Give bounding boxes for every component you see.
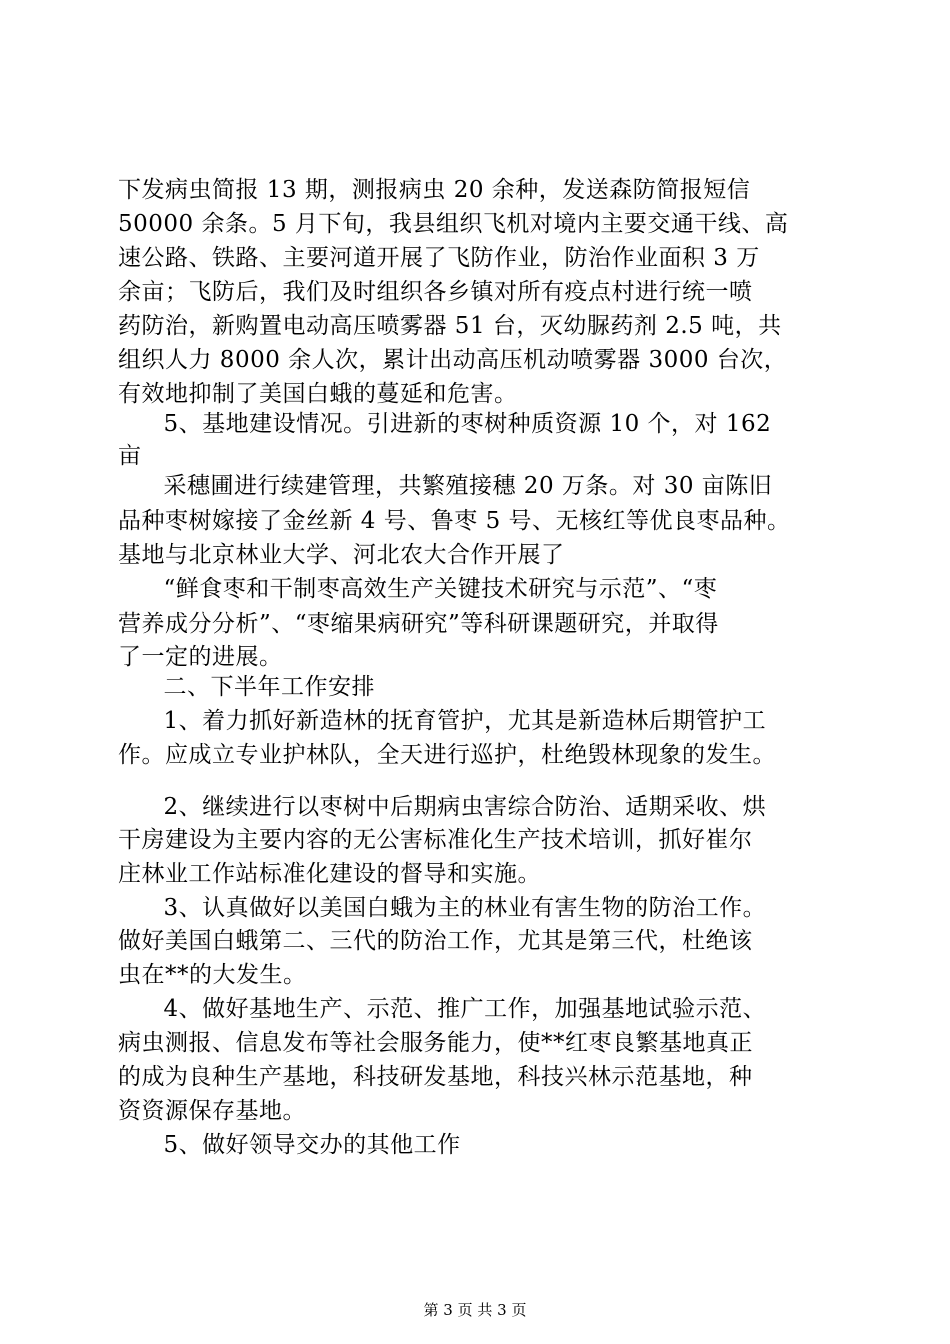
paragraph-line: 5、基地建设情况。引进新的枣树种质资源 10 个，对 162 — [140, 411, 772, 437]
paragraph-line: 药防治，新购置电动高压喷雾器 51 台，灭幼脲药剂 2.5 吨，共 — [118, 313, 782, 339]
paragraph-line: 资资源保存基地。 — [118, 1098, 306, 1124]
paragraph-line: 2、继续进行以枣树中后期病虫害综合防治、适期采收、烘 — [140, 794, 767, 820]
paragraph-line: 病虫测报、信息发布等社会服务能力，使**红枣良繁基地真正 — [118, 1030, 753, 1056]
paragraph-line: 的成为良种生产基地，科技研发基地，科技兴林示范基地，种 — [118, 1064, 753, 1090]
paragraph-line: 做好美国白蛾第二、三代的防治工作，尤其是第三代，杜绝该 — [118, 928, 753, 954]
paragraph-line: 二、下半年工作安排 — [140, 674, 375, 700]
paragraph-line: 50000 余条。5 月下旬，我县组织飞机对境内主要交通干线、高 — [118, 211, 789, 237]
paragraph-line: 作。应成立专业护林队，全天进行巡护，杜绝毁林现象的发生。 — [118, 742, 776, 768]
paragraph-line: 余亩；飞防后，我们及时组织各乡镇对所有疫点村进行统一喷 — [118, 279, 753, 305]
paragraph-line: 速公路、铁路、主要河道开展了飞防作业，防治作业面积 3 万 — [118, 245, 760, 271]
paragraph-line: 了一定的进展。 — [118, 644, 283, 670]
paragraph-line: 营养成分分析”、“枣缩果病研究”等科研课题研究，并取得 — [118, 611, 719, 637]
paragraph-line: 品种枣树嫁接了金丝新 4 号、鲁枣 5 号、无核红等优良枣品种。 — [118, 508, 791, 534]
paragraph-line: 有效地抑制了美国白蛾的蔓延和危害。 — [118, 381, 518, 407]
page-footer: 第 3 页 共 3 页 — [423, 1301, 527, 1319]
paragraph-line: 虫在**的大发生。 — [118, 962, 307, 988]
paragraph-line: 组织人力 8000 余人次，累计出动高压机动喷雾器 3000 台次， — [118, 347, 788, 373]
paragraph-line: 亩 — [118, 443, 142, 469]
paragraph-line: “鲜食枣和干制枣高效生产关键技术研究与示范”、“枣 — [140, 576, 718, 602]
paragraph-line: 1、着力抓好新造林的抚育管护，尤其是新造林后期管护工 — [140, 708, 767, 734]
paragraph-line: 干房建设为主要内容的无公害标准化生产技术培训，抓好崔尔 — [118, 827, 753, 853]
paragraph-line: 下发病虫简报 13 期，测报病虫 20 余种，发送森防简报短信 — [118, 177, 751, 203]
paragraph-line: 5、做好领导交办的其他工作 — [140, 1132, 461, 1158]
paragraph-line: 基地与北京林业大学、河北农大合作开展了 — [118, 542, 565, 568]
paragraph-line: 采穗圃进行续建管理，共繁殖接穗 20 万条。对 30 亩陈旧 — [140, 473, 773, 499]
paragraph-line: 3、认真做好以美国白蛾为主的林业有害生物的防治工作。 — [140, 895, 767, 921]
paragraph-line: 4、做好基地生产、示范、推广工作，加强基地试验示范、 — [140, 996, 767, 1022]
paragraph-line: 庄林业工作站标准化建设的督导和实施。 — [118, 861, 541, 887]
